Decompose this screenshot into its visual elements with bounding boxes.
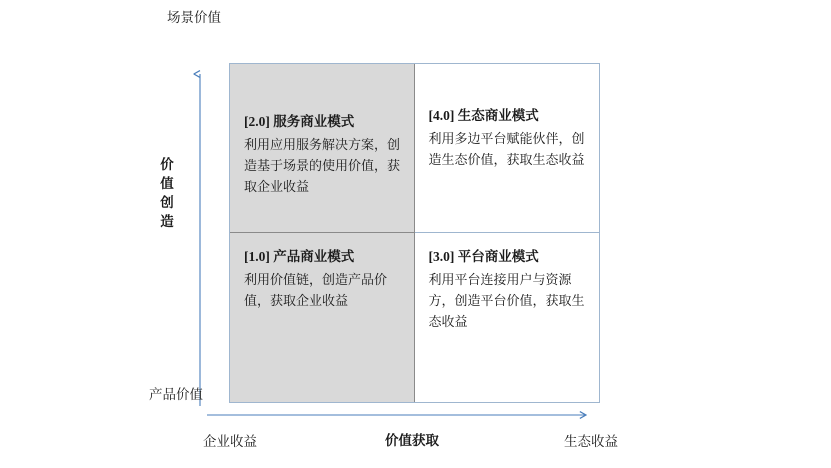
cell-body: 利用平台连接用户与资源方，创造平台价值，获取生态收益 bbox=[428, 272, 585, 329]
cell-body: 利用应用服务解决方案，创造基于场景的使用价值，获取企业收益 bbox=[244, 137, 401, 194]
cell-title bbox=[244, 112, 354, 132]
axis-title-value-creation: 价 值 创 造 bbox=[160, 157, 174, 229]
matrix-cell-product-business-model[interactable] bbox=[230, 233, 415, 402]
cell-title-text: 生态商业模式 bbox=[457, 108, 539, 123]
cell-index: [2.0] bbox=[244, 114, 270, 129]
cell-body: 利用多边平台赋能伙伴，创造生态价值，获取生态收益 bbox=[428, 131, 585, 167]
matrix-cell-platform-business-model[interactable] bbox=[415, 233, 600, 402]
axis-label-scene-value: 场景价值 bbox=[167, 10, 221, 25]
cell-title bbox=[429, 106, 539, 126]
cell-index: [4.0] bbox=[428, 108, 455, 123]
cell-title-text: 产品商业模式 bbox=[273, 249, 355, 264]
cell-title-text: 平台商业模式 bbox=[457, 249, 539, 264]
axis-label-eco-revenue: 生态收益 bbox=[564, 434, 618, 449]
matrix-cell-service-business-model[interactable] bbox=[230, 64, 415, 233]
axis-label-product-value: 产品价值 bbox=[149, 387, 203, 402]
cell-title bbox=[429, 247, 539, 267]
axis-label-enterprise-revenue: 企业收益 bbox=[203, 434, 257, 449]
cell-index: [1.0] bbox=[244, 249, 270, 264]
business-model-matrix bbox=[229, 63, 600, 403]
cell-title-text: 服务商业模式 bbox=[273, 114, 355, 129]
axis-title-value-capture: 价值获取 bbox=[385, 433, 439, 448]
matrix-cell-ecosystem-business-model[interactable] bbox=[415, 64, 600, 233]
cell-title bbox=[244, 247, 354, 267]
cell-body: 利用价值链，创造产品价值，获取企业收益 bbox=[244, 272, 388, 308]
cell-index: [3.0] bbox=[428, 249, 455, 264]
